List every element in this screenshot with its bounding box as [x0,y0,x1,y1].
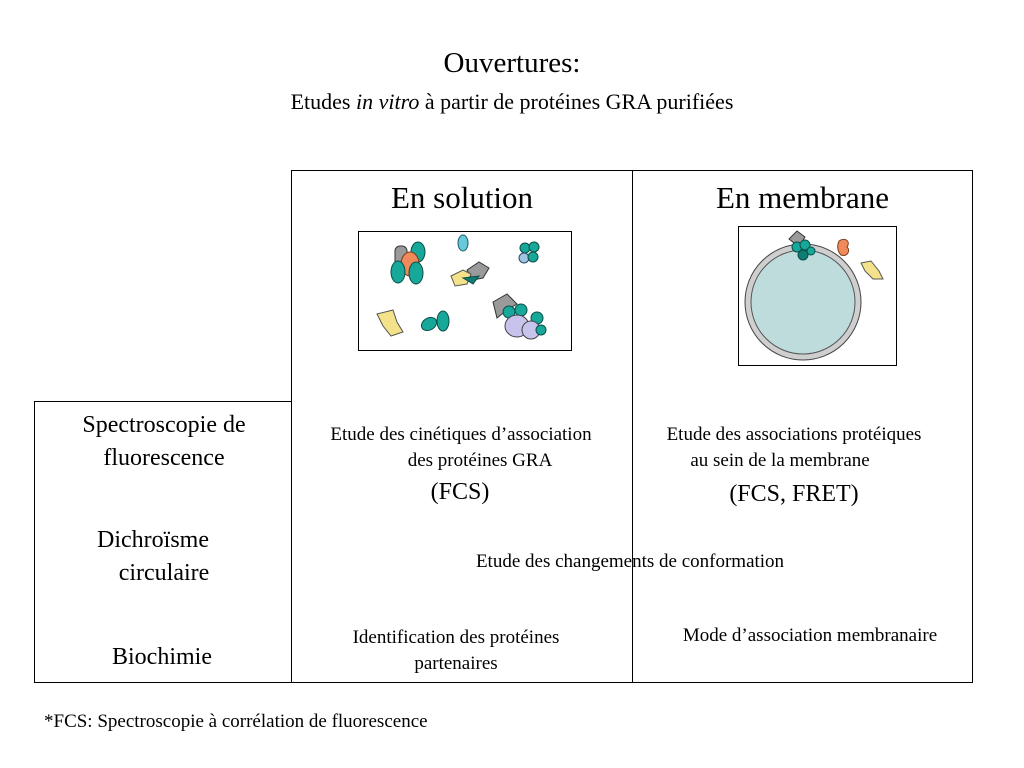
vesicle-drawing [739,227,896,365]
teal-protein-shape [536,325,546,335]
cell-membrane-biochemistry: Mode d’association membranaire [682,625,938,646]
teal-protein-shape [391,261,405,283]
cell-solution-fluorescence-line1: Etude des cinétiques d’association [330,424,592,445]
slide-subtitle [0,89,1024,115]
row-label-fluorescence-line2: fluorescence [103,445,225,471]
light-blue-protein-shape [458,235,468,251]
cell-membrane-fluorescence-method: (FCS, FRET) [729,481,859,507]
dark-teal-protein-shape [798,250,808,260]
row-label-dichroism-line1: Dichroïsme [97,527,209,553]
cell-solution-fluorescence [296,422,626,474]
teal-protein-shape [807,247,815,255]
row-label-dichroism [44,524,284,590]
light-blue-protein-shape [519,253,529,263]
teal-protein-shape [437,311,449,331]
teal-protein-shape [409,262,423,284]
vesicle-lumen-shape [751,250,855,354]
solution-illustration [358,231,572,351]
cell-membrane-fluorescence-line1: Etude des associations protéiques [666,424,922,445]
subtitle-suffix: à partir de protéines GRA purifiées [419,89,734,114]
subtitle-italic: in vitro [356,89,420,114]
row-label-dichroism-line2: circulaire [118,560,210,586]
teal-protein-shape [529,242,539,252]
salmon-protein-shape [838,239,849,255]
cell-solution-biochemistry [298,625,614,677]
teal-protein-shape [419,315,439,333]
row-label-fluorescence [44,409,284,475]
cell-solution-biochemistry-line1: Identification des protéines [352,627,560,648]
free-proteins-drawing [359,232,571,350]
teal-protein-shape [520,243,530,253]
column-header-solution: En solution [390,180,534,215]
column-header-membrane: En membrane [715,180,889,215]
teal-protein-shape [515,304,527,316]
cell-solution-fluorescence-method: (FCS) [430,479,490,505]
cell-membrane-fluorescence-line2: au sein de la membrane [690,450,870,471]
cell-membrane-fluorescence [632,422,956,474]
subtitle-prefix: Etudes [290,89,356,114]
cell-conformation: Etude des changements de conformation [475,551,785,572]
row-label-fluorescence-line1: Spectroscopie de [82,412,246,438]
footnote: *FCS: Spectroscopie à corrélation de fluorescence [44,711,428,732]
row-label-biochemistry: Biochimie [112,644,212,670]
yellow-protein-shape [861,261,883,279]
yellow-protein-shape [377,310,403,336]
cell-solution-fluorescence-line2: des protéines GRA [407,450,553,471]
membrane-illustration [738,226,897,366]
cell-solution-biochemistry-line2: partenaires [414,653,498,674]
slide-title: Ouvertures: [443,47,581,79]
teal-protein-shape [528,252,538,262]
